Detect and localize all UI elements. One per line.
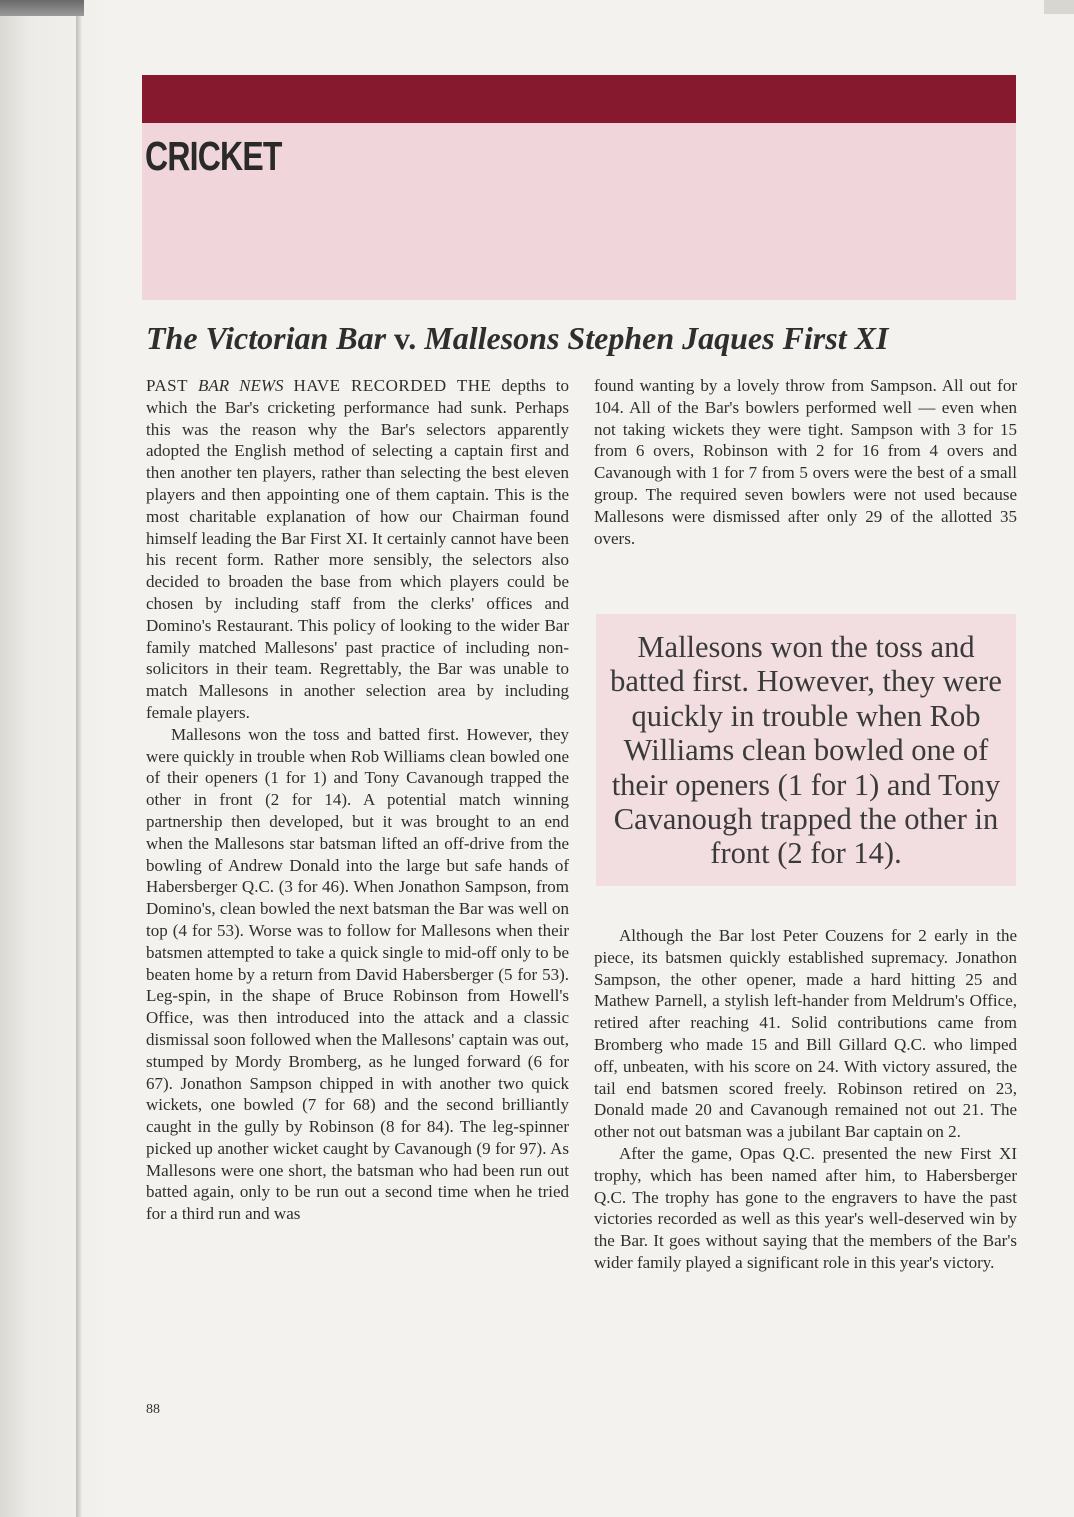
article-title-part1: The Victorian Bar bbox=[146, 320, 387, 356]
section-header bbox=[142, 75, 1016, 300]
paragraph-trophy: After the game, Opas Q.C. presented the new First XI trophy, which has been named after him, to Habersberger Q.C. The trophy has gone to the engravers to have the past victories recorded as well as this year's well-deserved win by the Bar. It goes without saying that the members of the Bar's wider family played a significant role in this year's victory. bbox=[594, 1143, 1017, 1272]
lead-in-publication: BAR NEWS bbox=[198, 376, 284, 395]
lead-in-caps: PAST bbox=[146, 376, 189, 395]
section-title: CRICKET bbox=[145, 133, 282, 179]
scan-edge-mark bbox=[1044, 0, 1074, 14]
pull-quote-text: Mallesons won the toss and batted first. However, they were quickly in trouble when Rob Williams clean bowled one of their openers (1 for 1) and Tony Cavanough trapped the other in front (2 for 14). bbox=[610, 630, 1002, 871]
article-title-part2: Mallesons Stephen Jaques First XI bbox=[424, 320, 889, 356]
lead-in-caps-rest: HAVE RECORDED THE bbox=[293, 376, 492, 395]
article-title-versus: v. bbox=[394, 320, 417, 356]
section-header-bar bbox=[142, 75, 1016, 123]
paragraph-intro bbox=[146, 375, 569, 724]
right-column-upper bbox=[594, 375, 1017, 549]
page-number: 88 bbox=[146, 1402, 160, 1417]
pull-quote bbox=[596, 614, 1016, 886]
binding-spine bbox=[76, 0, 82, 1517]
article-title bbox=[146, 320, 1016, 357]
paragraph-innings: Mallesons won the toss and batted first. However, they were quickly in trouble when Rob Williams clean bowled one of their openers (1 for 1) and Tony Cavanough trapped the other in front (2 for 14). A potential match winning partnership then developed, but it was brought to an end when the Mallesons star batsman lifted an off-drive from the bowling of Andrew Donald into the large but safe hands of Habersberger Q.C. (3 for 46). When Jonathon Sampson, from Domino's, clean bowled the next batsman the Bar was well on top (4 for 53). Worse was to follow for Mallesons when their batsmen attempted to take a quick single to mid-off only to be beaten home by a return from David Habersberger (5 for 53). Leg-spin, in the shape of Bruce Robinson from Howell's Office, was then introduced into the attack and a classic dismissal soon followed when the Mallesons' captain was out, stumped by Mordy Bromberg, as he lunged forward (6 for 67). Jonathon Sampson chipped in with another two quick wickets, one bowled (7 for 68) and the second brilliantly caught in the gully by Robinson (8 for 84). The leg-spinner picked up another wicket caught by Cavanough (9 for 97). As Mallesons were one short, the batsman who had been run out batted again, only to be run out a second time when he tried for a third run and was bbox=[146, 724, 569, 1224]
scan-corner-mark bbox=[0, 0, 84, 16]
left-column bbox=[146, 375, 569, 1225]
right-column-lower bbox=[594, 925, 1017, 1274]
page-gutter-shadow bbox=[0, 0, 110, 1517]
paragraph-bowling: found wanting by a lovely throw from Sampson. All out for 104. All of the Bar's bowlers performed well — even when not taking wickets they were tight. Sampson with 3 for 15 from 6 overs, Robinson with 2 for 16 from 4 overs and Cavanough with 1 for 7 from 5 overs were the best of a small group. The required seven bowlers were not used because Mallesons were dismissed after only 29 of the allotted 35 overs. bbox=[594, 376, 1017, 548]
paragraph-batting: Although the Bar lost Peter Couzens for 2 early in the piece, its batsmen quickly established supremacy. Jonathon Sampson, the other opener, made a hard hitting 25 and Mathew Parnell, a stylish left-hander from Meldrum's Office, retired after reaching 41. Solid contributions came from Bromberg who made 15 and Bill Gillard Q.C. who limped off, unbeaten, with his score on 24. With victory assured, the tail end batsmen scored freely. Robinson retired on 23, Donald made 20 and Cavanough remained not out 21. The other not out batsman was a jubilant Bar captain on 2. bbox=[594, 926, 1017, 1142]
paragraph-intro-text: depths to which the Bar's cricketing performance had sunk. Perhaps this was the reason why the Bar's selectors apparently adopted the English method of selecting a captain first and then another ten players, rather than selecting the best eleven players and then appointing one of them captain. This is the most charitable explanation of how our Chairman found himself leading the Bar First XI. It certainly cannot have been his recent form. Rather more sensibly, the selectors also decided to broaden the base from which players could be chosen by including staff from the clerks' offices and Domino's Restaurant. This policy of looking to the wider Bar family matched Mallesons' past practice of including non-solicitors in their team. Regrettably, the Bar was unable to match Mallesons in another selection area by including female players. bbox=[146, 376, 570, 722]
